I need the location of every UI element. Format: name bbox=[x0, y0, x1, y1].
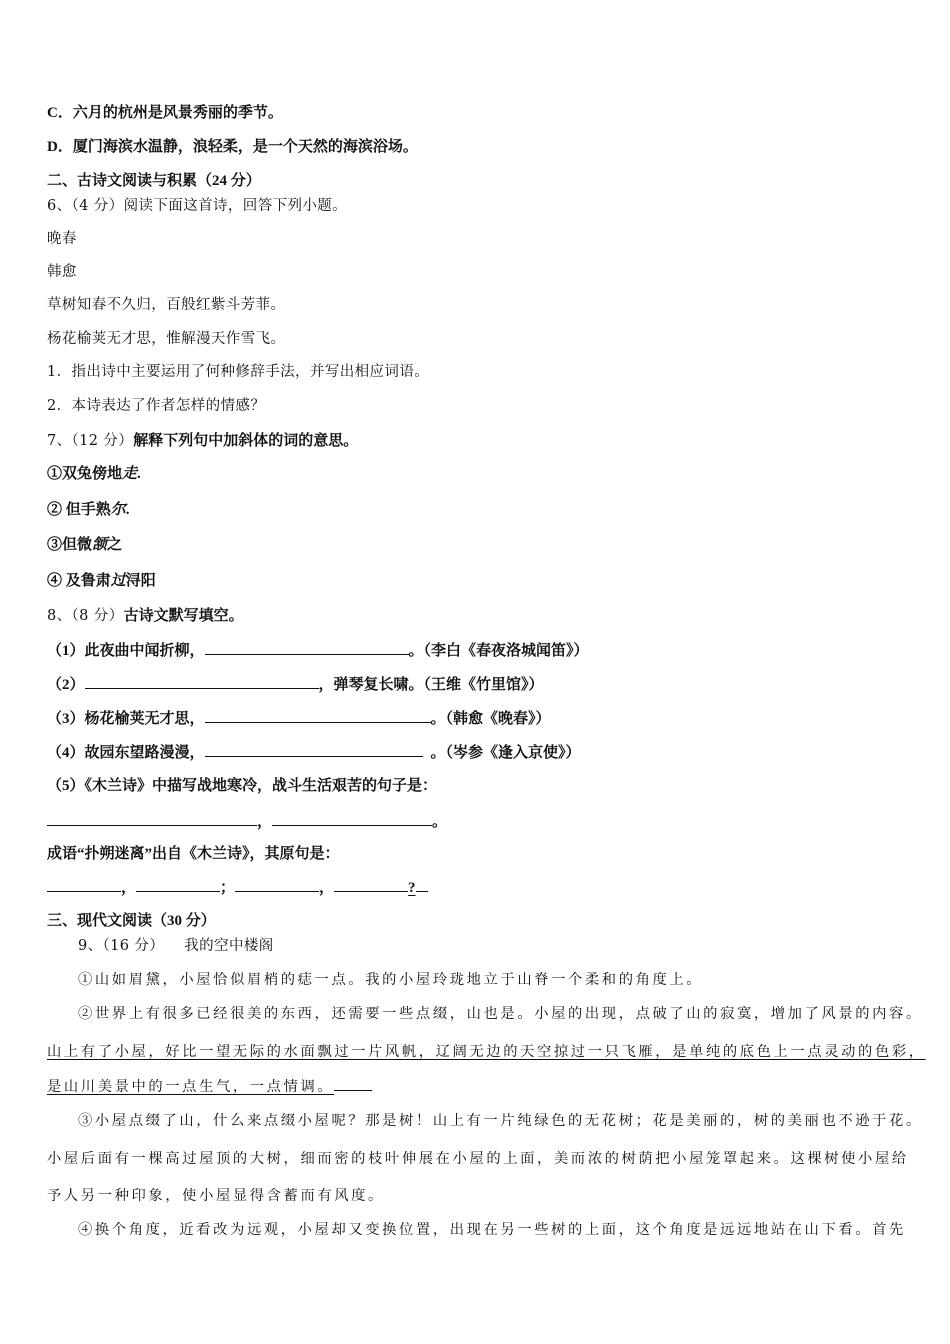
paragraph-1: ①山如眉黛，小屋恰似眉梢的痣一点。我的小屋玲珑地立于山脊一个柔和的角度上。 bbox=[78, 972, 704, 988]
end-mark: ? bbox=[408, 880, 416, 896]
q8-item-2 bbox=[47, 673, 544, 695]
answer-blank[interactable] bbox=[235, 876, 319, 892]
paragraph-3-line-2: 小屋后面有一棵高过屋顶的大树，细而密的枝叶伸展在小屋的上面，美而浓的树荫把小屋笼罩起来。这棵树使小屋给 bbox=[47, 1151, 909, 1167]
answer-blank[interactable] bbox=[205, 707, 431, 723]
paragraph-2-line-2: 山上有了小屋，好比一望无际的水面飘过一片风帆，辽阔无边的天空掠过一只飞雁，是单纯的底色上一点灵动的色彩， bbox=[47, 1044, 926, 1060]
paragraph-2-line-1: ②世界上有很多已经很美的东西，还需要一些点缀，山也是。小屋的出现，点破了山的寂寞，增加了风景的内容。 bbox=[78, 1006, 923, 1022]
idiom-question: 成语“扑朔迷离”出自《木兰诗》，其原句是： bbox=[47, 846, 340, 862]
comma: ， bbox=[121, 880, 137, 896]
q7-item-4-pre: ④ 及鲁肃 bbox=[47, 573, 111, 589]
answer-blank[interactable] bbox=[136, 876, 220, 892]
q6-sub-2: 2．本诗表达了作者怎样的情感？ bbox=[47, 398, 266, 414]
idiom-blanks bbox=[47, 876, 428, 898]
q8-item-1-pre: （1）此夜曲中闻折柳， bbox=[47, 643, 205, 659]
q7-item-3-pre: ③但微 bbox=[47, 537, 93, 553]
emphasis-dot: . bbox=[137, 466, 141, 482]
answer-blank[interactable] bbox=[47, 876, 121, 892]
q7-item-3-post: 之 bbox=[107, 537, 123, 553]
section-3-title: 三、现代文阅读（30 分） bbox=[47, 913, 216, 929]
q7-stem bbox=[47, 430, 358, 451]
q7-item-3-word: 颔 bbox=[92, 535, 108, 553]
answer-blank[interactable] bbox=[85, 673, 319, 689]
q8-item-5-blanks bbox=[47, 810, 447, 832]
q9-heading: 9、（16 分） 我的空中楼阁 bbox=[78, 938, 274, 954]
paragraph-3-line-3: 予人另一种印象，使小屋显得含蓄而有风度。 bbox=[47, 1188, 385, 1204]
q8-item-5: （5）《木兰诗》中描写战地寒冷，战斗生活艰苦的句子是： bbox=[47, 778, 438, 794]
answer-blank[interactable] bbox=[205, 639, 409, 655]
answer-blank[interactable] bbox=[334, 876, 408, 892]
q7-item-2-pre: ② 但手熟 bbox=[47, 502, 111, 518]
q8-item-3 bbox=[47, 707, 551, 729]
answer-blank[interactable] bbox=[205, 741, 423, 757]
q7-item-2-word: 尔 bbox=[110, 500, 126, 518]
q7-item-3 bbox=[47, 534, 122, 555]
q7-item-4-word: 过 bbox=[110, 571, 126, 589]
semicolon: ； bbox=[220, 880, 236, 896]
q8-instruction: 古诗文默写填空。 bbox=[123, 608, 244, 624]
q8-item-4 bbox=[47, 741, 581, 763]
q7-item-1-pre: ①双兔傍地 bbox=[47, 466, 123, 482]
answer-blank-tail bbox=[416, 876, 428, 892]
underlined-text: 是山川美景中的一点生气，一点情调。 bbox=[47, 1079, 335, 1095]
q7-instruction: 解释下列句中加斜体的词的意思。 bbox=[133, 433, 359, 449]
emphasis-dot: . bbox=[125, 502, 130, 518]
q7-item-4 bbox=[47, 570, 156, 591]
q8-stem bbox=[47, 605, 244, 626]
q8-item-3-post: 。（韩愈《晚春》） bbox=[430, 711, 551, 727]
q8-item-2-pre: （2） bbox=[47, 677, 85, 693]
comma: ， bbox=[257, 814, 273, 830]
q6-stem: 6、（4 分）阅读下面这首诗，回答下列小题。 bbox=[47, 198, 348, 214]
paragraph-2-line-3 bbox=[47, 1076, 372, 1097]
poem-line-1: 草树知春不久归，百般红紫斗芳菲。 bbox=[47, 297, 286, 313]
q8-item-1-post: 。（李白《春夜洛城闻笛》） bbox=[408, 643, 589, 659]
q8-number: 8、（8 分） bbox=[47, 608, 124, 624]
q8-item-4-post: 。（岑参《逢入京使》） bbox=[430, 745, 581, 761]
period: 。 bbox=[432, 814, 448, 830]
q7-number: 7、（12 分） bbox=[47, 433, 134, 449]
poem-line-2: 杨花榆荚无才思，惟解漫天作雪飞。 bbox=[47, 331, 286, 347]
comma: ， bbox=[319, 880, 335, 896]
answer-blank[interactable] bbox=[272, 810, 432, 826]
poem-title: 晚春 bbox=[47, 231, 77, 247]
option-d: D．厦门海滨水温静，浪轻柔，是一个天然的海滨浴场。 bbox=[47, 139, 418, 155]
q7-item-2 bbox=[47, 499, 130, 520]
underline-tail bbox=[334, 1076, 372, 1091]
option-c: C．六月的杭州是风景秀丽的季节。 bbox=[47, 105, 283, 121]
paragraph-3-line-1: ③小屋点缀了山，什么来点缀小屋呢？那是树！山上有一片纯绿色的无花树；花是美丽的，树的美丽也不逊于花。 bbox=[78, 1113, 923, 1129]
q6-sub-1: 1．指出诗中主要运用了何种修辞手法，并写出相应词语。 bbox=[47, 364, 430, 380]
answer-blank[interactable] bbox=[47, 810, 257, 826]
q8-item-1 bbox=[47, 639, 589, 661]
q7-item-1-word: 走 bbox=[122, 464, 138, 482]
q8-item-2-post: ，弹琴复长啸。（王维《竹里馆》） bbox=[318, 677, 544, 693]
q8-item-4-pre: （4）故园东望路漫漫， bbox=[47, 745, 205, 761]
q7-item-1 bbox=[47, 463, 141, 484]
q8-item-3-pre: （3）杨花榆荚无才思， bbox=[47, 711, 205, 727]
poem-author: 韩愈 bbox=[47, 264, 77, 280]
section-2-title: 二、古诗文阅读与积累（24 分） bbox=[47, 173, 261, 189]
q7-item-4-post: 浔阳 bbox=[125, 573, 156, 589]
paragraph-4-line-1: ④换个角度，近看改为远观，小屋却又变换位置，出现在另一些树的上面，这个角度是远远地站在山下看。首先 bbox=[78, 1222, 906, 1238]
